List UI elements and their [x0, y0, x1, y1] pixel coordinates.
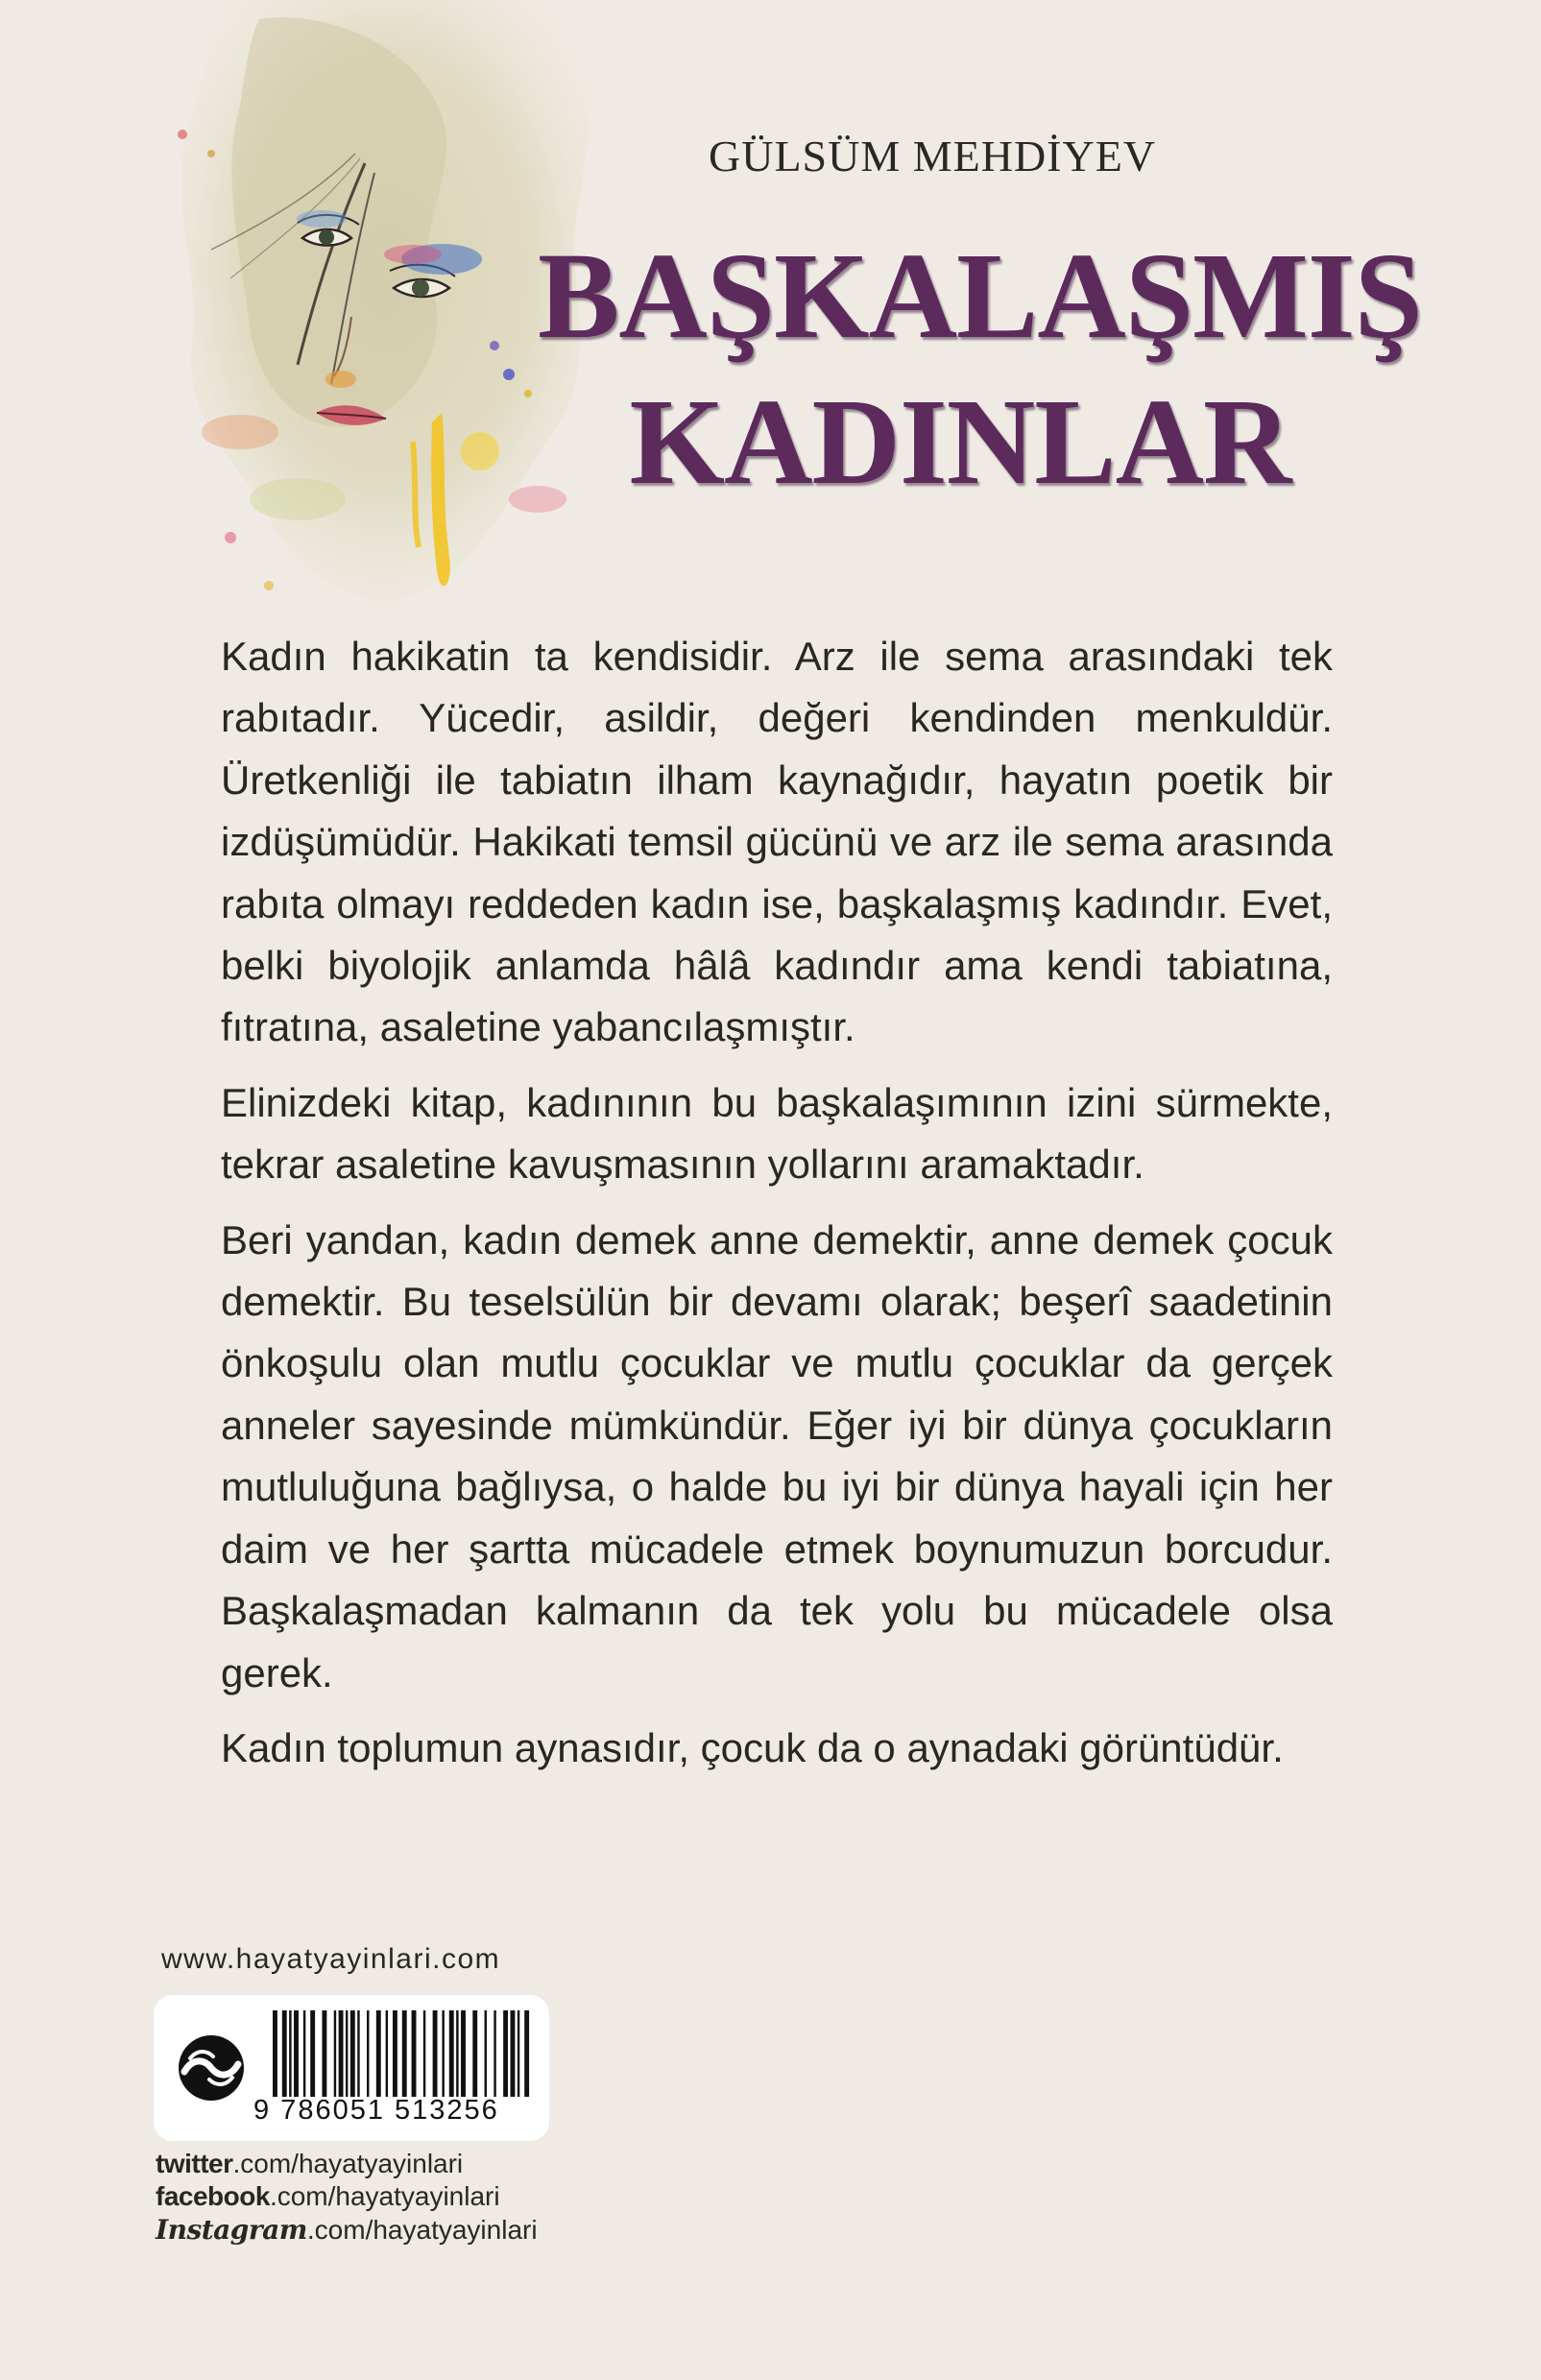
- facebook-brand: facebook: [156, 2181, 270, 2211]
- barcode-bar: [494, 2010, 495, 2097]
- barcode-bar: [442, 2010, 444, 2097]
- twitter-brand: twitter: [156, 2149, 233, 2178]
- instagram-path: .com/hayatyayinlari: [306, 2215, 538, 2245]
- barcode-bar: [485, 2010, 487, 2097]
- book-title-line-1: BAŞKALAŞMIŞ: [538, 228, 1422, 364]
- social-instagram: [156, 2214, 578, 2246]
- blurb-paragraph-2: Elinizdeki kitap, kadınının bu başkalaşımının izini sürmekte, tekrar asaletine kavuşmasının yollarını aramaktadır.: [221, 1079, 1333, 1188]
- barcode-bar: [524, 2010, 529, 2097]
- barcode-bar: [511, 2010, 516, 2097]
- barcode-bar: [412, 2010, 417, 2097]
- social-twitter: [156, 2149, 578, 2179]
- barcode-bar: [423, 2010, 425, 2097]
- barcode-bar: [303, 2010, 305, 2097]
- barcode-bar: [322, 2010, 326, 2097]
- barcode-bar: [367, 2010, 369, 2097]
- twitter-path: .com/hayatyayinlari: [232, 2149, 464, 2178]
- barcode-panel: [154, 1995, 549, 2141]
- isbn-number: 9 786051 513256: [253, 2095, 499, 2126]
- author-name: GÜLSÜM MEHDİYEV: [709, 132, 1157, 180]
- blurb-paragraph-3: Beri yandan, kadın demek anne demektir, anne demek çocuk demektir. Bu teselsülün bir devamı olarak; beşerî saadetinin önkoşulu olan mutlu çocuklar ve mutlu çocuklar da gerçek anneler sayesinde mümkündür. Eğer iyi bir dünya çocukların mutluluğuna bağlıysa, o halde bu iyi bir dünya hayali için her daim ve her şartta mücadele etmek boynumuzun borcudur. Başkalaşmadan kalmanın da tek yolu bu mücadele olsa gerek.: [221, 1216, 1333, 1695]
- barcode-bar: [310, 2010, 315, 2097]
- blurb-paragraph-4: Kadın toplumun aynasıdır, çocuk da o aynadaki görüntüdür.: [221, 1724, 1284, 1770]
- blurb: [221, 626, 1333, 1792]
- barcode-bar: [339, 2010, 344, 2097]
- barcode-bar: [294, 2010, 299, 2097]
- barcode-bar: [282, 2010, 287, 2097]
- barcode-bar: [461, 2010, 466, 2097]
- instagram-brand: Instagram: [156, 2214, 307, 2246]
- barcode-bar: [393, 2010, 397, 2097]
- barcode-bar: [346, 2010, 348, 2097]
- barcode-bar: [518, 2010, 519, 2097]
- barcode-bar: [433, 2010, 438, 2097]
- blurb-paragraph-1: Kadın hakikatin ta kendisidir. Arz ile sema arasındaki tek rabıtadır. Yücedir, asildir, değeri kendinden menkuldür. Üretkenliği ile tabiatın ilham kaynağıdır, hayatın poetik bir izdüşümüdür. Hakikati temsil gücünü ve arz ile sema arasında rabıta olmayı reddeden kadın ise, başkalaşmış kadındır. Evet, belki biyolojik anlamda hâlâ kadındır ama kendi tabiatına, fıtratına, asaletine yabancılaşmıştır.: [221, 634, 1333, 1050]
- publisher-website: www.hayatyayinlari.com: [161, 1943, 501, 1975]
- barcode-bar: [503, 2010, 508, 2097]
- hayat-yayinlari-logo-icon: [177, 2033, 246, 2103]
- barcode-bar: [357, 2010, 359, 2097]
- barcode-bar: [289, 2010, 291, 2097]
- barcode-bar: [402, 2010, 407, 2097]
- barcode-bar: [334, 2010, 336, 2097]
- isbn-barcode: [273, 2010, 534, 2097]
- barcode-bar: [376, 2010, 381, 2097]
- facebook-path: .com/hayatyayinlari: [269, 2181, 500, 2211]
- barcode-bar: [456, 2010, 458, 2097]
- barcode-bar: [350, 2010, 355, 2097]
- barcode-bar: [273, 2010, 277, 2097]
- book-title: [538, 223, 1422, 515]
- barcode-bar: [449, 2010, 454, 2097]
- barcode-bar: [472, 2010, 477, 2097]
- barcode-bar: [386, 2010, 388, 2097]
- social-facebook: [156, 2181, 578, 2212]
- book-title-line-2: KADINLAR: [629, 373, 1291, 510]
